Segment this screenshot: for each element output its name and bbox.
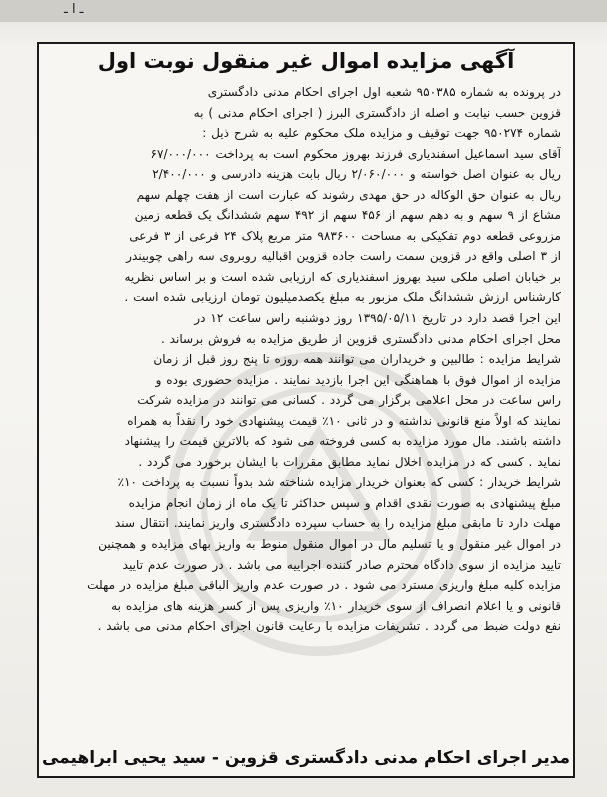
body-line: کارشناس ارزش ششدانگ ملک مزبور به مبلغ یکصدمیلیون تومان ارزیابی شده است . [124,290,561,305]
body-line: مزایده از اموال فوق با هماهنگی این اجرا بازدید نمایند . مزایده حضوری بوده و [155,372,561,387]
body-line: در پرونده به شماره ۹۵۰۳۸۵ شعبه اول اجرای احکام مدنی دادگستری [207,85,561,99]
body-line: در اموال غیر منقول و یا تسلیم مال در اموال منقول منوط به واریز بهای مزایده و همچنین [98,537,561,552]
body-line: مزایده کلیه مبلغ واریزی مسترد می شود . در صورت عدم واریز الباقی مبلغ مزایده در مهلت [87,578,561,593]
body-line: تایید مزایده از سوی دادگاه محترم صادر کننده اجراییه می باشد . در صورت عدم تایید [122,557,561,572]
body-line: ریال به عنوان اصل خواسته و ۲/۰۶۰/۰۰۰ ریال بابت هزینه دادرسی و ۲/۴۰۰/۰۰۰ [152,167,561,182]
body-line: ریال به عنوان حق الوکاله در حق مهدی رشوند که عبارت است از هفت چهلم سهم [136,187,561,202]
body-line: مشاع از ۹ سهم و به دهم سهم از ۴۵۶ سهم از ۴۹۲ سهم ششدانگ یک قطعه زمین [134,208,561,223]
body-line: داشته باشند. مال مورد مزایده به کسی فروخته می شود که بالاترین قیمت را پیشنهاد [124,434,561,449]
body-line: نماید . کسی که در مزایده اخلال نماید مطابق مقررات با ایشان برخورد می گردد . [138,454,561,469]
body-line: راس ساعت در محل اعلامی برگزار می گردد . کسانی می توانند در مزایده شرکت [137,393,561,408]
body-line: نفع دولت ضبط می گردد . تشریفات مزایده با رعایت قانون اجرای احکام مدنی می باشد . [97,619,561,634]
previous-column-strip [0,0,607,22]
body-line: شرایط خریدار : کسی که بعنوان خریدار مزایده شناخته شد بدواً نسبت به پرداخت ۱۰٪ [117,475,561,490]
body-line: مبلغ پیشنهادی به صورت نقدی اقدام و سپس حداکثر تا یک ماه از زمان انجام مزایده [128,495,561,510]
body-line: آقای سید اسماعیل اسفندیاری فرزند بهروز محکوم است به پرداخت ۶۷/۰۰۰/۰۰۰ [150,146,561,161]
body-line: شرایط مزایده : طالبین و خریداران می توانند همه روزه تا پنج روز قبل از زمان [153,352,561,367]
notice-signature: مدیر اجرای احکام مدنی دادگستری قزوین - سید یحیی ابراهیمی [41,748,571,768]
header-fragment: ـ ا ـ [64,2,84,17]
auction-notice-box [37,42,575,778]
body-line: قانونی و یا اعلام انصراف از سوی خریدار ۱۰٪ واریزی پس از کسر هزینه های مزایده به [111,598,561,613]
body-line: مهلت دارد تا مابقی مبلغ مزایده را به حساب سپرده دادگستری واریز نمایند. انتقال سند [114,516,561,531]
body-line: شماره ۹۵۰۲۷۴ جهت توقیف و مزایده ملک محکوم علیه به شرح ذیل : [202,126,561,141]
body-line: این اجرا قصد دارد در تاریخ ۱۳۹۵/۰۵/۱۱ روز دوشنبه راس ساعت ۱۲ در [194,311,561,326]
body-line: از ۳ اصلی واقع در قزوین سمت راست جاده قزوین اقبالیه روبروی سه راهی چوبیندر [126,249,561,264]
body-line: نمایند که اولاً منع قانونی نداشته و در ثانی ۱۰٪ قیمت پیشنهادی خود را نقداً به همراه [127,413,561,428]
notice-body [51,82,561,637]
body-line: محل اجرای احکام مدنی دادگستری قزوین از طریق مزایده به فروش برساند . [160,331,561,346]
body-line: مزروعی قطعه دوم تفکیکی به مساحت ۹۸۳۶۰۰ متر مربع پلاک ۲۴ فرعی از ۳ فرعی [129,228,561,243]
notice-title: آگهی مزایده اموال غیر منقول نوبت اول [97,49,515,73]
body-line: بر خیابان اصلی ملکی سید بهروز اسفندیاری که ارزیابی شده است و بر اساس نظریه [124,269,561,284]
body-line: قزوین حسب نیابت و اصله از دادگستری البرز ( اجرای احکام مدنی ) به [193,105,561,120]
